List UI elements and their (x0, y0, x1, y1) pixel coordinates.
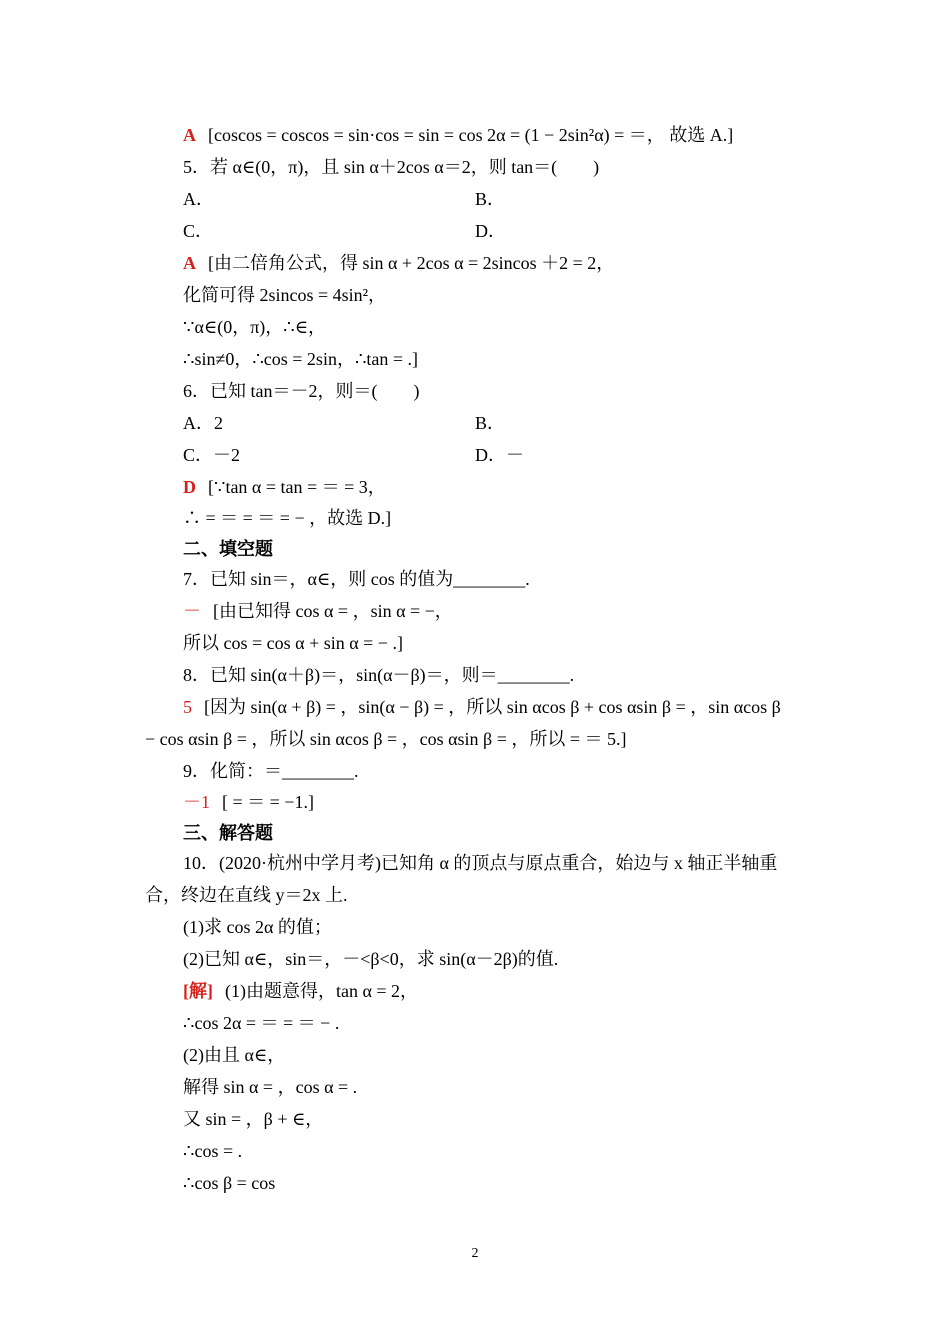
q6-option-c: C．－2 (183, 445, 241, 465)
answer-tag: A (183, 125, 196, 145)
question-7: 7．已知 sin＝，α∈，则 cos 的值为________. (183, 569, 530, 589)
solution-5-line-3: ∵α∈(0，π)，∴∈， (183, 317, 327, 337)
solution-5-line-2: 化简可得 2sincos = 4sin²， (183, 285, 387, 305)
solution-text: [由已知得 cos α = ，sin α = −， (213, 601, 453, 621)
solution-10-line-5: 又 sin = ，β + ∈， (183, 1109, 324, 1129)
solution-text: [∵tan α = tan = ＝ = 3， (208, 477, 386, 497)
question-5: 5．若 α∈(0，π)，且 sin α＋2cos α＝2，则 tan＝( ) (183, 157, 600, 177)
question-9: 9．化简：＝________. (183, 761, 359, 781)
q5-option-a: A． (183, 189, 214, 209)
section-heading-fill-in: 二、填空题 (183, 539, 273, 559)
solution-tag: [解] (183, 981, 213, 1001)
q6-option-a: A．2 (183, 413, 223, 433)
solution-5-line-4: ∴sin≠0，∴cos = 2sin，∴tan = .] (183, 349, 419, 369)
answer-text: [coscos = coscos = sin·cos = sin = cos 2α = (1 − 2sin²α) = ＝， 故选 A.] (208, 125, 734, 145)
question-10-part-1: (1)求 cos 2α 的值； (183, 917, 332, 937)
solution-10-line-7: ∴cos β = cos (183, 1173, 276, 1193)
question-10-line-1: 10．(2020·杭州中学月考)已知角 α 的顶点与原点重合，始边与 x 轴正半轴重 (183, 853, 778, 873)
page-number: 2 (471, 1246, 479, 1261)
question-8: 8．已知 sin(α＋β)＝，sin(α－β)＝，则＝________. (183, 665, 575, 685)
question-10-line-2: 合，终边在直线 y＝2x 上. (145, 885, 348, 905)
solution-text: [ = ＝ = −1.] (222, 792, 314, 812)
solution-6-line-2: ∴ = ＝ = ＝ = − ，故选 D.] (183, 508, 392, 528)
solution-7-line-2: 所以 cos = cos α + sin α = − .] (183, 633, 403, 653)
solution-7-line-1 (183, 599, 453, 623)
question-10-part-2: (2)已知 α∈，sin＝，－<β<0，求 sin(α－2β)的值. (183, 949, 559, 969)
solution-8-line-2: − cos αsin β = ，所以 sin αcos β = ，cos αsin β = ，所以 = ＝ 5.] (145, 729, 627, 749)
solution-10-line-1 (183, 979, 418, 1003)
solution-10-line-2: ∴cos 2α = ＝ = ＝ − . (183, 1013, 340, 1033)
solution-9 (183, 790, 314, 814)
solution-10-line-6: ∴cos = . (183, 1141, 243, 1161)
answer-tag: － (183, 601, 201, 621)
solution-text: [由二倍角公式，得 sin α + 2cos α = 2sincos ＋2 = 2， (208, 253, 615, 273)
answer-tag: A (183, 253, 196, 273)
answer-line-4 (183, 123, 733, 147)
answer-tag: D (183, 477, 196, 497)
solution-text: (1)由题意得，tan α = 2， (225, 981, 419, 1001)
answer-tag: 5 (183, 697, 192, 717)
q6-option-d: D．－ (475, 445, 524, 465)
q5-option-b: B． (475, 189, 506, 209)
solution-text: [因为 sin(α + β) = ，sin(α − β) = ，所以 sin αcos β + cos αsin β = ，sin αcos β (204, 697, 781, 717)
question-6: 6．已知 tan＝－2，则＝( ) (183, 381, 420, 401)
solution-6-line-1 (183, 475, 386, 499)
q5-option-d: D． (475, 221, 506, 241)
q5-option-c: C． (183, 221, 214, 241)
section-heading-answers: 三、解答题 (183, 823, 273, 843)
q6-option-b: B． (475, 413, 506, 433)
solution-10-line-4: 解得 sin α = ，cos α = . (183, 1077, 358, 1097)
answer-tag: －1 (183, 792, 210, 812)
solution-5-line-1 (183, 251, 614, 275)
solution-10-line-3: (2)由且 α∈， (183, 1045, 286, 1065)
solution-8-line-1 (183, 695, 781, 719)
